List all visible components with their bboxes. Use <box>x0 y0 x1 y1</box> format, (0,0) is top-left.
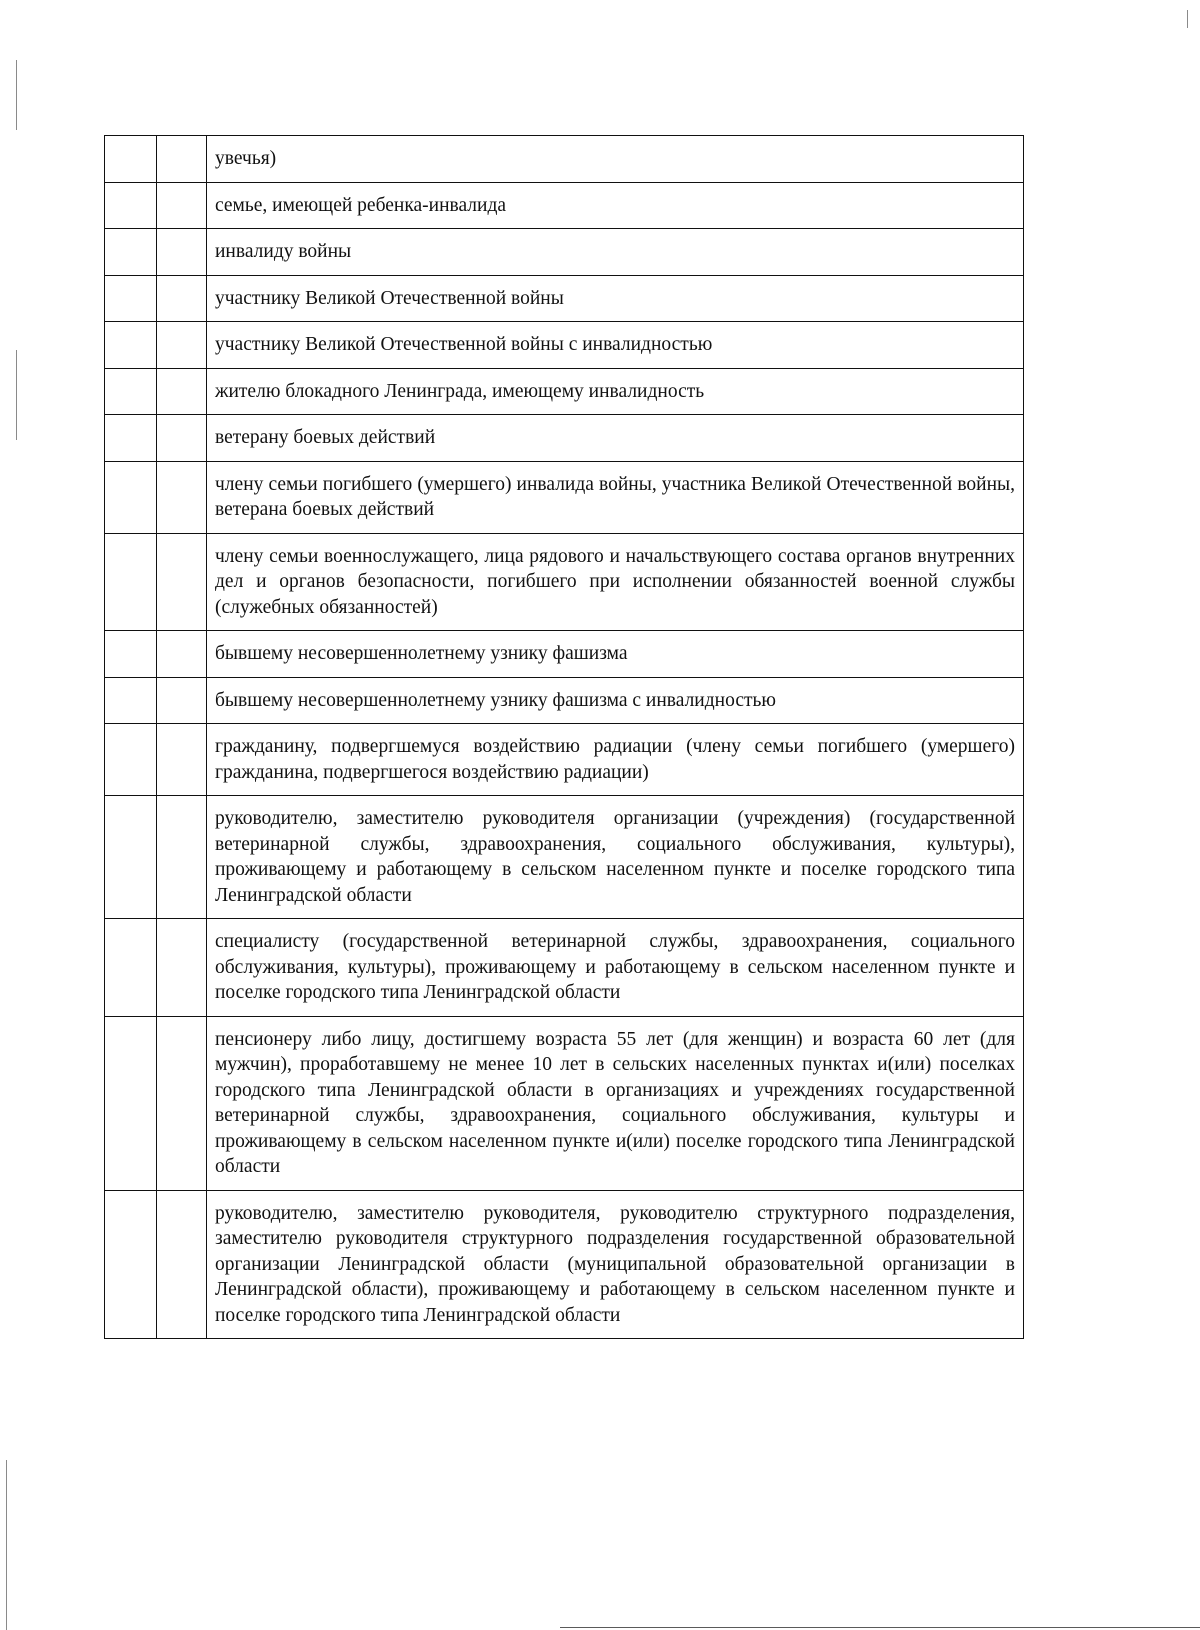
table-cell-empty <box>105 796 157 919</box>
table-cell-empty <box>105 136 157 183</box>
scan-artifact-line <box>16 60 17 130</box>
table-cell-text <box>207 182 1024 229</box>
table-row <box>105 322 1024 369</box>
table-cell-empty <box>105 919 157 1017</box>
table-cell-empty <box>105 1016 157 1190</box>
table-cell-text <box>207 1190 1024 1339</box>
table-cell-empty <box>105 322 157 369</box>
table-cell-empty <box>157 1016 207 1190</box>
table-row <box>105 631 1024 678</box>
table-cell-text <box>207 724 1024 796</box>
table-cell-empty <box>105 275 157 322</box>
table-row <box>105 1190 1024 1339</box>
table-cell-empty <box>157 796 207 919</box>
row-text: бывшему несовершеннолетнему узнику фашизма <box>215 643 628 664</box>
benefit-recipients-table <box>104 135 1024 1339</box>
table-cell-empty <box>157 368 207 415</box>
table-row <box>105 415 1024 462</box>
table-cell-text <box>207 677 1024 724</box>
scan-artifact-line <box>1187 10 1188 28</box>
table-row <box>105 136 1024 183</box>
row-text: гражданину, подвергшемуся воздействию радиации (члену семьи погибшего (умершего) гражданина, подвергшегося воздействию радиации) <box>215 736 1015 783</box>
table-cell-empty <box>157 724 207 796</box>
table-cell-text <box>207 631 1024 678</box>
row-text: руководителю, заместителю руководителя, руководителю структурного подразделения, заместителю руководителя структурного подразделения государственной образовательной организации Ленинградской области (муниципальной образовательной организации в Ленинградской области), проживающему и работающему в сельском населенном пункте и поселке городского типа Ленинградской области <box>215 1202 1015 1326</box>
row-text: участнику Великой Отечественной войны <box>215 287 564 309</box>
table-cell-empty <box>157 322 207 369</box>
table-cell-text <box>207 461 1024 533</box>
table-cell-empty <box>105 677 157 724</box>
table-row <box>105 919 1024 1017</box>
row-text: пенсионеру либо лицу, достигшему возраста 55 лет (для женщин) и возраста 60 лет (для мужчин), проработавшему не менее 10 лет в сельских населенных пунктах и(или) поселках городского типа Ленинградской области в организациях и учреждениях государственной ветеринарной службы, здравоохранения, социального обслуживания, культуры и проживающему в сельском населенном пункте и(или) поселке городского типа Ленинградской области <box>215 1028 1015 1177</box>
table-cell-empty <box>105 461 157 533</box>
table-cell-text <box>207 136 1024 183</box>
table-cell-text <box>207 275 1024 322</box>
table-cell-empty <box>157 677 207 724</box>
table-cell-text <box>207 1016 1024 1190</box>
table-row <box>105 1016 1024 1190</box>
row-text: бывшему несовершеннолетнему узнику фашизма с инвалидностью <box>215 689 776 711</box>
table-cell-text <box>207 415 1024 462</box>
table-cell-empty <box>157 229 207 276</box>
scan-artifact-line <box>560 1627 1200 1628</box>
table-cell-text <box>207 322 1024 369</box>
table-cell-empty <box>157 1190 207 1339</box>
table-cell-empty <box>157 136 207 183</box>
table-cell-text <box>207 229 1024 276</box>
table-row <box>105 182 1024 229</box>
row-text: инвалиду войны <box>215 241 352 262</box>
table-cell-empty <box>105 229 157 276</box>
table-cell-empty <box>157 533 207 631</box>
row-text: члену семьи военнослужащего, лица рядового и начальствующего состава органов внутренних дел и органов безопасности, погибшего при исполнении обязанностей военной службы (служебных обязанностей) <box>215 545 1015 618</box>
table-row <box>105 724 1024 796</box>
row-text: увечья) <box>215 148 277 169</box>
table-cell-empty <box>105 724 157 796</box>
row-text: специалисту (государственной ветеринарной службы, здравоохранения, социального обслуживания, культуры), проживающему и работающему в сельском населенном пункте и поселке городского типа Ленинградской области <box>215 931 1015 1003</box>
table-cell-text <box>207 919 1024 1017</box>
table-cell-empty <box>105 415 157 462</box>
table-row <box>105 368 1024 415</box>
table-row <box>105 229 1024 276</box>
table-cell-empty <box>157 461 207 533</box>
table-cell-empty <box>157 919 207 1017</box>
table-cell-text <box>207 533 1024 631</box>
scan-artifact-line <box>6 1460 7 1630</box>
table-row <box>105 275 1024 322</box>
table-cell-empty <box>105 1190 157 1339</box>
table-cell-empty <box>105 368 157 415</box>
table-row <box>105 796 1024 919</box>
table-cell-empty <box>105 533 157 631</box>
table-cell-text <box>207 368 1024 415</box>
row-text: руководителю, заместителю руководителя организации (учреждения) (государственной ветеринарной службы, здравоохранения, социального обслуживания, культуры), проживающему и работающему в сельском населенном пункте и поселке городского типа Ленинградской области <box>215 808 1015 906</box>
table-row <box>105 533 1024 631</box>
row-text: ветерану боевых действий <box>215 427 436 448</box>
table-cell-empty <box>157 275 207 322</box>
scan-artifact-line <box>16 350 17 440</box>
table-cell-empty <box>157 631 207 678</box>
row-text: жителю блокадного Ленинграда, имеющему инвалидность <box>215 380 705 402</box>
table-cell-empty <box>105 182 157 229</box>
row-text: члену семьи погибшего (умершего) инвалида войны, участника Великой Отечественной войны, ветерана боевых действий <box>215 473 1015 520</box>
table-row <box>105 461 1024 533</box>
row-text: участнику Великой Отечественной войны с инвалидностью <box>215 334 713 355</box>
table-row <box>105 677 1024 724</box>
table-cell-empty <box>157 182 207 229</box>
table-cell-empty <box>105 631 157 678</box>
table-cell-empty <box>157 415 207 462</box>
row-text: семье, имеющей ребенка-инвалида <box>215 194 507 216</box>
table-cell-text <box>207 796 1024 919</box>
